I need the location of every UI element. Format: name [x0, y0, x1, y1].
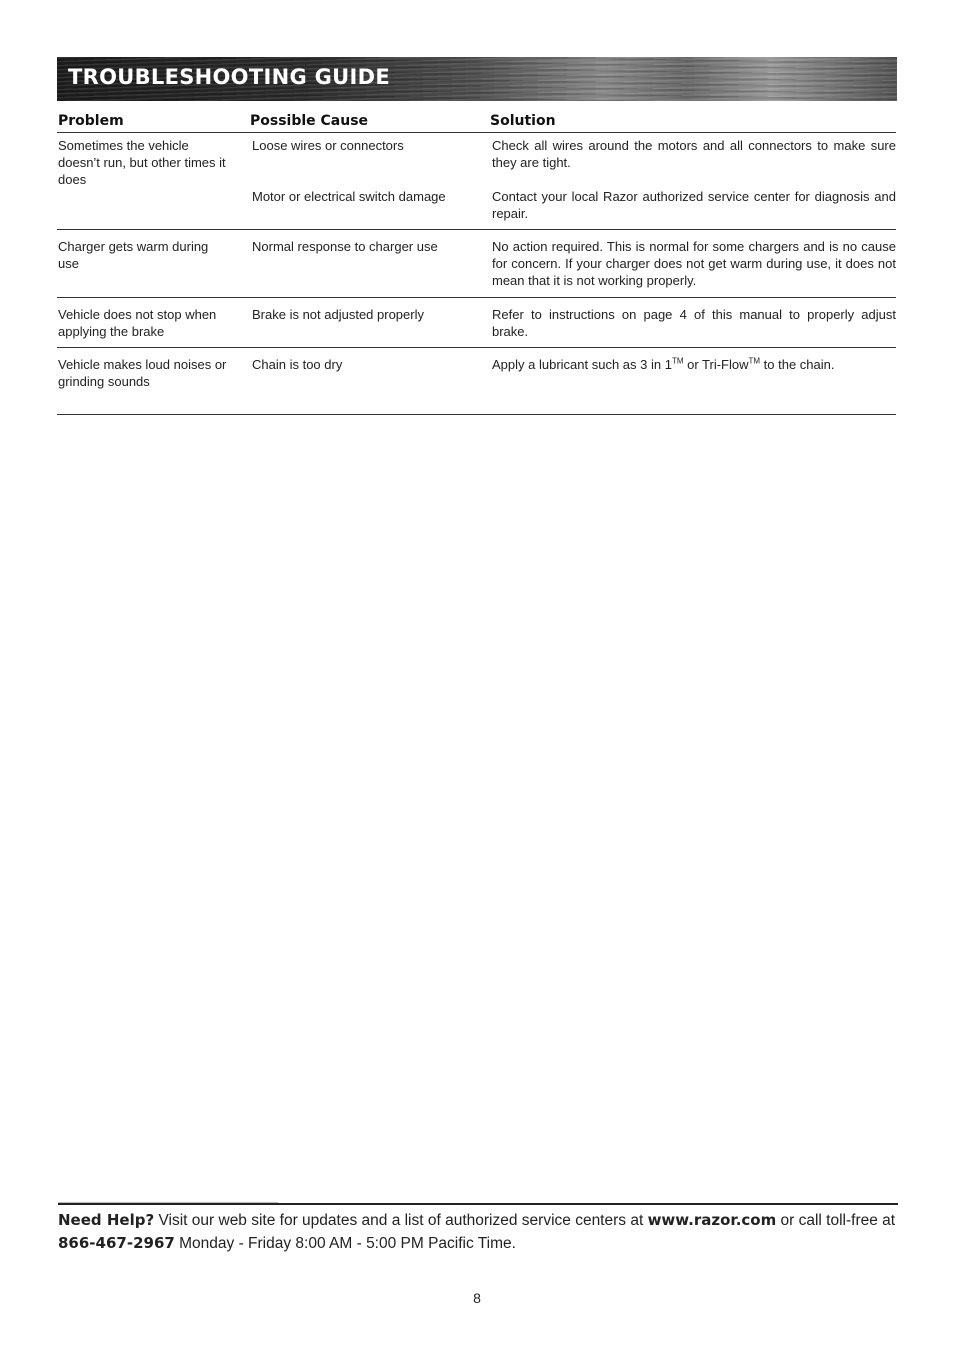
row-4-solution [492, 356, 896, 373]
website-link[interactable]: www.razor.com [647, 1211, 777, 1229]
row-3-cause: Brake is not adjusted properly [252, 307, 424, 322]
section-banner [57, 57, 897, 101]
phone-number: 866-467-2967 [58, 1234, 175, 1252]
table-bottom-rule [57, 414, 896, 415]
solution-text: Apply a lubricant such as 3 in 1 [492, 357, 672, 372]
row-2-cause: Normal response to charger use [252, 239, 438, 254]
solution-text: to the chain. [760, 357, 835, 372]
column-header-cause: Possible Cause [250, 113, 369, 129]
footer-rule [58, 1203, 898, 1205]
row-divider [57, 229, 896, 230]
need-help-label: Need Help? [58, 1211, 155, 1229]
row-1-solution-1: Check all wires around the motors and all connectors to make sure they are tight. [492, 138, 896, 170]
row-4-problem: Vehicle makes loud noises or grinding sounds [58, 357, 227, 389]
column-header-problem: Problem [58, 113, 124, 129]
page-number: 8 [473, 1290, 481, 1306]
help-text: Visit our web site for updates and a list of authorized service centers at [154, 1212, 648, 1229]
row-1-cause-1: Loose wires or connectors [252, 138, 404, 153]
row-divider [57, 347, 896, 348]
trademark-mark: TM [671, 356, 684, 366]
column-header-solution: Solution [490, 113, 556, 129]
row-1-solution-2: Contact your local Razor authorized service center for diagnosis and repair. [492, 189, 896, 221]
help-hours: Monday - Friday 8:00 AM - 5:00 PM Pacific Time. [174, 1235, 516, 1252]
help-notice [58, 1209, 898, 1255]
row-4-cause: Chain is too dry [252, 357, 343, 372]
trademark-mark: TM [748, 356, 761, 366]
row-divider [57, 297, 896, 298]
header-rule [57, 132, 896, 133]
row-2-problem: Charger gets warm during use [58, 239, 209, 271]
section-title: TROUBLESHOOTING GUIDE [68, 65, 390, 89]
row-1-cause-2: Motor or electrical switch damage [252, 189, 446, 204]
solution-text: or Tri-Flow [683, 357, 749, 372]
row-2-solution: No action required. This is normal for some chargers and is no cause for concern. If your charger does not get warm during use, it does not mean that it is not working properly. [492, 239, 896, 288]
row-1-problem: Sometimes the vehicle doesn’t run, but other times it does [58, 138, 226, 187]
row-3-problem: Vehicle does not stop when applying the brake [58, 307, 217, 339]
row-3-solution: Refer to instructions on page 4 of this manual to properly adjust brake. [492, 307, 896, 339]
help-text: or call toll-free at [776, 1212, 896, 1229]
